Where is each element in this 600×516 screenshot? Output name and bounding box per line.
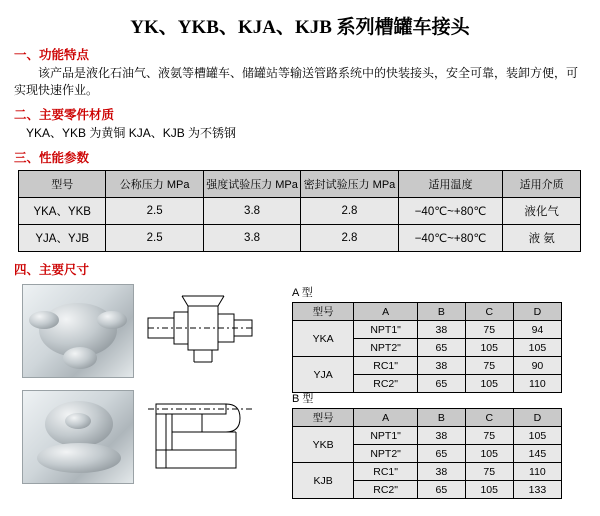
dim-a-cell: 105 — [513, 339, 561, 357]
dim-b-cell: 38 — [418, 427, 466, 445]
dim-a-cell: 94 — [513, 321, 561, 339]
perf-cell: YKA、YKB — [19, 198, 106, 225]
dim-b-cell: 145 — [513, 445, 561, 463]
dim-a-header-b: B — [418, 303, 466, 321]
dim-b-header-a: A — [354, 409, 418, 427]
dim-a-cell: 38 — [418, 321, 466, 339]
table-header-row — [293, 303, 562, 321]
perf-header-nominal-pressure: 公称压力 MPa — [106, 171, 203, 198]
page-title: YK、YKB、KJA、KJB 系列槽罐车接头 — [130, 17, 470, 38]
dim-b-cell: 65 — [418, 445, 466, 463]
table-row — [293, 321, 562, 339]
perf-header-strength-pressure: 强度试验压力 MPa — [203, 171, 300, 198]
dim-a-cell: 110 — [513, 375, 561, 393]
dim-b-cell: 38 — [418, 463, 466, 481]
dim-a-cell: 75 — [465, 357, 513, 375]
dim-a-header-a: A — [354, 303, 418, 321]
perf-cell: 液化气 — [503, 198, 581, 225]
dim-a-cell: RC1" — [354, 357, 418, 375]
table-header-row — [19, 171, 581, 198]
dim-a-cell: 90 — [513, 357, 561, 375]
section-3-heading: 三、性能参数 — [14, 151, 90, 165]
dimension-block-a — [0, 284, 600, 390]
dim-b-cell-model: YKB — [293, 427, 354, 463]
dim-b-cell-model: KJB — [293, 463, 354, 499]
dimension-table-a — [292, 302, 562, 393]
section-4-heading: 四、主要尺寸 — [14, 263, 90, 277]
dim-a-cell: 38 — [418, 357, 466, 375]
coupling-drawing-a — [142, 284, 260, 376]
dim-b-cell: RC1" — [354, 463, 418, 481]
dim-b-cell: 105 — [465, 481, 513, 499]
perf-cell: 液 氨 — [503, 225, 581, 252]
dim-table-b-wrap — [292, 390, 562, 499]
section-2-text: YKA、YKB 为黄铜 KJA、KJB 为不锈钢 — [26, 126, 237, 140]
perf-header-medium: 适用介质 — [503, 171, 581, 198]
section-1-heading: 一、功能特点 — [14, 48, 90, 62]
dim-a-caption: A 型 — [292, 287, 313, 299]
coupling-photo-b — [22, 390, 134, 484]
dim-b-cell: 133 — [513, 481, 561, 499]
dim-b-cell: 75 — [465, 427, 513, 445]
dim-a-header-c: C — [465, 303, 513, 321]
perf-cell: 2.5 — [106, 225, 203, 252]
dim-b-header-c: C — [465, 409, 513, 427]
coupling-photo-a — [22, 284, 134, 378]
perf-cell: YJA、YJB — [19, 225, 106, 252]
dim-b-cell: RC2" — [354, 481, 418, 499]
section-1-text: 该产品是液化石油气、液氨等槽罐车、储罐站等输送管路系统中的快装接头，安全可靠，装卸方便，可实现快速作业。 — [14, 66, 579, 97]
dim-b-header-b: B — [418, 409, 466, 427]
perf-cell: −40℃~+80℃ — [398, 225, 503, 252]
perf-cell: 2.8 — [301, 225, 398, 252]
dim-a-header-model: 型号 — [293, 303, 354, 321]
dim-table-a-wrap — [292, 284, 562, 393]
dim-a-cell: NPT1" — [354, 321, 418, 339]
dim-a-cell: 105 — [465, 375, 513, 393]
table-row — [19, 198, 581, 225]
dim-a-cell-model: YJA — [293, 357, 354, 393]
table-row — [293, 463, 562, 481]
dim-b-cell: 105 — [513, 427, 561, 445]
dim-b-cell: 75 — [465, 463, 513, 481]
dim-a-cell: 105 — [465, 339, 513, 357]
dim-a-cell: 65 — [418, 375, 466, 393]
perf-cell: 2.5 — [106, 198, 203, 225]
dimension-block-b — [0, 390, 600, 496]
perf-header-model: 型号 — [19, 171, 106, 198]
perf-cell: −40℃~+80℃ — [398, 198, 503, 225]
dim-b-cell: NPT1" — [354, 427, 418, 445]
perf-cell: 3.8 — [203, 198, 300, 225]
dimension-table-b — [292, 408, 562, 499]
dim-b-cell: 105 — [465, 445, 513, 463]
drawing-b-svg — [142, 390, 260, 482]
dim-a-cell: 75 — [465, 321, 513, 339]
performance-table — [18, 170, 581, 252]
dim-a-header-d: D — [513, 303, 561, 321]
dim-b-header-d: D — [513, 409, 561, 427]
dim-b-caption: B 型 — [292, 393, 314, 405]
dim-b-cell: NPT2" — [354, 445, 418, 463]
dim-b-header-model: 型号 — [293, 409, 354, 427]
dim-a-cell: NPT2" — [354, 339, 418, 357]
dim-b-cell: 65 — [418, 481, 466, 499]
perf-cell: 3.8 — [203, 225, 300, 252]
table-header-row — [293, 409, 562, 427]
perf-header-temperature: 适用温度 — [398, 171, 503, 198]
dim-b-cell: 110 — [513, 463, 561, 481]
coupling-drawing-b — [142, 390, 260, 482]
perf-cell: 2.8 — [301, 198, 398, 225]
table-row — [19, 225, 581, 252]
dim-a-cell: RC2" — [354, 375, 418, 393]
drawing-a-svg — [142, 284, 260, 376]
table-row — [293, 357, 562, 375]
table-row — [293, 427, 562, 445]
section-2-heading: 二、主要零件材质 — [14, 108, 115, 122]
perf-header-seal-pressure: 密封试验压力 MPa — [301, 171, 398, 198]
dim-a-cell: 65 — [418, 339, 466, 357]
dim-a-cell-model: YKA — [293, 321, 354, 357]
